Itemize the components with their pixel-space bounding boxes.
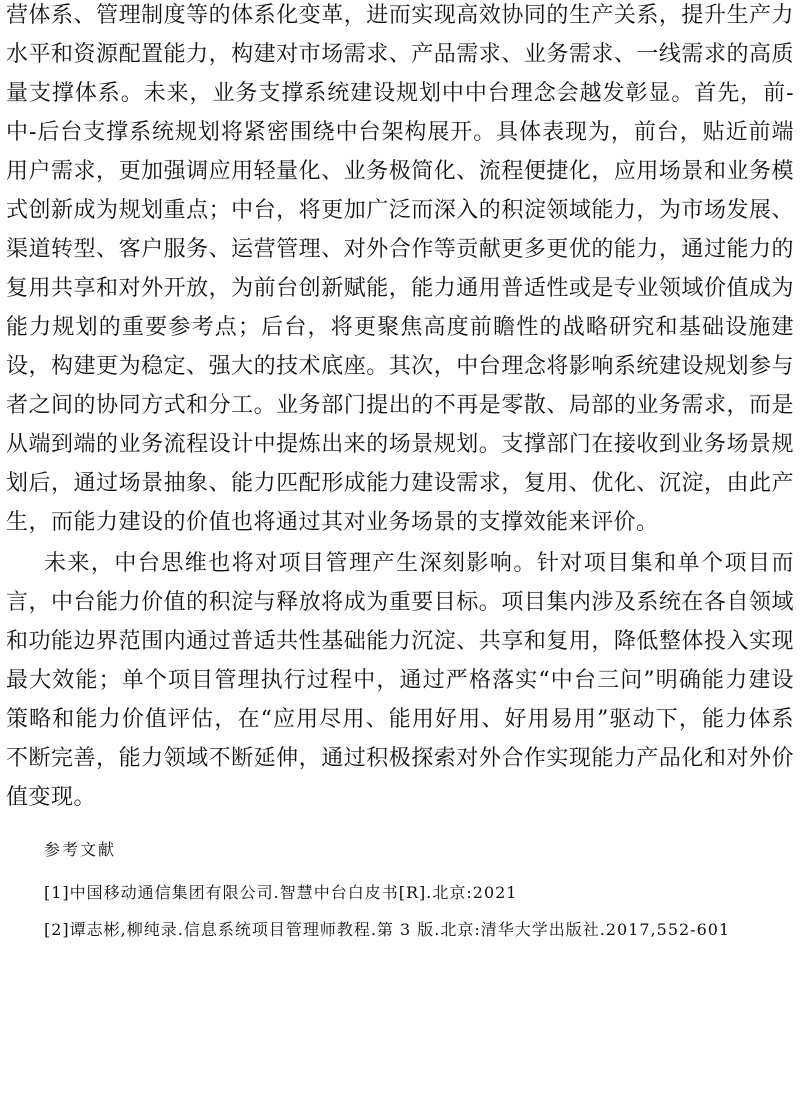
reference-item-2: [2]谭志彬,柳纯录.信息系统项目管理师教程.第 3 版.北京:清华大学出版社.2017,552-601 [44,920,731,939]
reference-item-1: [1]中国移动通信集团有限公司.智慧中台白皮书[R].北京:2021 [44,883,518,902]
body-paragraph-2: 未来，中台思维也将对项目管理产生深刻影响。针对项目集和单个项目而言，中台能力价值的积淀与释放将成为重要目标。项目集内涉及系统在各自领域和功能边界范围内通过普适共性基础能力沉淀、共享和复用，降低整体投入实现最大效能；单个项目管理执行过程中，通过严格落实“中台三问”明确能力建设策略和能力价值评估，在“应用尽用、能用好用、好用易用”驱动下，能力体系不断完善，能力领域不断延伸，通过积极探索对外合作实现能力产品化和对外价值变现。 [6,551,794,810]
references-heading: 参考文献 [44,840,117,859]
body-paragraph-1: 营体系、管理制度等的体系化变革，进而实现高效协同的生产关系，提升生产力水平和资源配置能力，构建对市场需求、产品需求、业务需求、一线需求的高质量支撑体系。未来，业务支撑系统建设规划中中台理念会越发彰显。首先，前-中-后台支撑系统规划将紧密围绕中台架构展开。具体表现为，前台，贴近前端用户需求，更加强调应用轻量化、业务极简化、流程便捷化，应用场景和业务模式创新成为规划重点；中台，将更加广泛而深入的积淀领域能力，为市场发展、渠道转型、客户服务、运营管理、对外合作等贡献更多更优的能力，通过能力的复用共享和对外开放，为前台创新赋能，能力通用普适性或是专业领域价值成为能力规划的重要参考点；后台，将更聚焦高度前瞻性的战略研究和基础设施建设，构建更为稳定、强大的技术底座。其次，中台理念将影响系统建设规划参与者之间的协同方式和分工。业务部门提出的不再是零散、局部的业务需求，而是从端到端的业务流程设计中提炼出来的场景规划。支撑部门在接收到业务场景规划后，通过场景抽象、能力匹配形成能力建设需求，复用、优化、沉淀，由此产生，而能力建设的价值也将通过其对业务场景的支撑效能来评价。 [6,3,794,535]
